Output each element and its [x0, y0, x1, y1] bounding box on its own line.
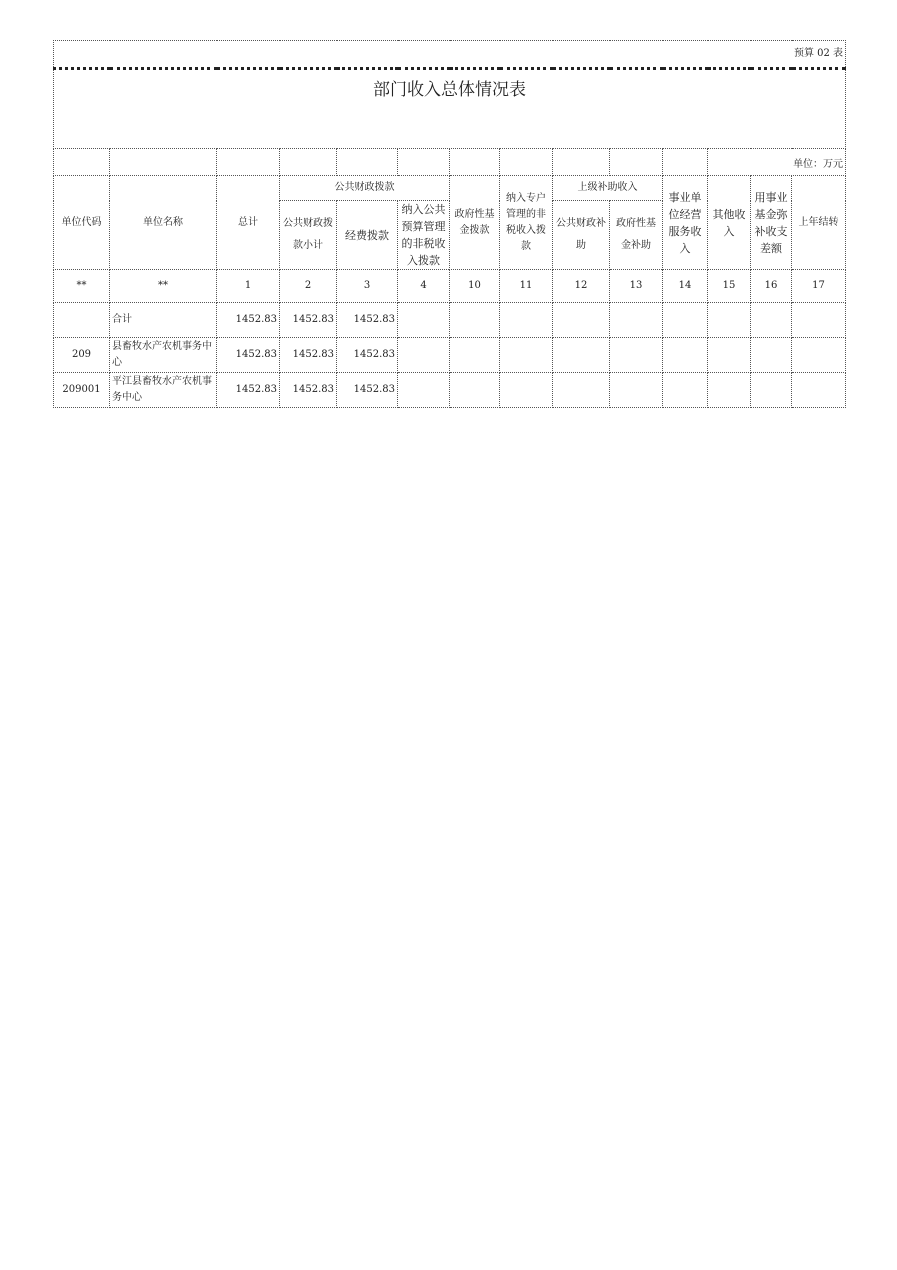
empty-cell [663, 149, 708, 176]
index-cell: 16 [751, 270, 792, 303]
empty-cell [553, 149, 610, 176]
header-business-income: 事业单位经营服务收入 [663, 176, 708, 270]
header-total: 总计 [217, 176, 280, 270]
index-cell: 14 [663, 270, 708, 303]
cell-empty [751, 338, 792, 373]
index-cell: ** [110, 270, 217, 303]
title-row [54, 69, 846, 149]
cell-pf-expense: 1452.83 [337, 303, 398, 338]
empty-cell [337, 149, 398, 176]
cell-total: 1452.83 [217, 303, 280, 338]
header-fund-offset: 用事业基金弥补收支差额 [751, 176, 792, 270]
empty-cell [610, 149, 663, 176]
cell-pf-expense: 1452.83 [337, 373, 398, 408]
cell-code: 209 [54, 338, 110, 373]
cell-code [54, 303, 110, 338]
index-cell: 15 [708, 270, 751, 303]
cell-pf-subtotal: 1452.83 [280, 338, 337, 373]
cell-empty [610, 338, 663, 373]
cell-pf-subtotal: 1452.83 [280, 303, 337, 338]
index-cell: 13 [610, 270, 663, 303]
header-carryover: 上年结转 [792, 176, 846, 270]
index-cell: 4 [398, 270, 450, 303]
table-number: 预算 02 表 [54, 41, 846, 69]
header-us-fund: 政府性基金补助 [610, 201, 663, 270]
header-gov-fund: 政府性基金拨款 [450, 176, 500, 270]
index-cell: 3 [337, 270, 398, 303]
cell-empty [500, 373, 553, 408]
cell-empty [450, 303, 500, 338]
cell-empty [398, 373, 450, 408]
cell-empty [708, 303, 751, 338]
cell-name: 平江县畜牧水产农机事务中心 [110, 373, 217, 408]
cell-empty [398, 303, 450, 338]
cell-empty [553, 338, 610, 373]
index-cell: 1 [217, 270, 280, 303]
cell-empty [610, 303, 663, 338]
cell-code: 209001 [54, 373, 110, 408]
page-title: 部门收入总体情况表 [54, 69, 846, 149]
header-us-public: 公共财政补助 [553, 201, 610, 270]
cell-name: 合计 [110, 303, 217, 338]
empty-cell [280, 149, 337, 176]
cell-total: 1452.83 [217, 373, 280, 408]
header-row-1 [54, 176, 846, 201]
cell-total: 1452.83 [217, 338, 280, 373]
header-special-nontax: 纳入专户管理的非税收入拨款 [500, 176, 553, 270]
index-cell: 17 [792, 270, 846, 303]
header-pf-subtotal: 公共财政拨款小计 [280, 201, 337, 270]
header-name: 单位名称 [110, 176, 217, 270]
cell-empty [663, 338, 708, 373]
cell-name: 县畜牧水产农机事务中心 [110, 338, 217, 373]
empty-cell [500, 149, 553, 176]
header-pf-expense: 经费拨款 [337, 201, 398, 270]
cell-empty [500, 338, 553, 373]
header-pf-nontax: 纳入公共预算管理的非税收入拨款 [398, 201, 450, 270]
header-other-income: 其他收入 [708, 176, 751, 270]
cell-empty [751, 373, 792, 408]
cell-empty [450, 373, 500, 408]
empty-cell [54, 149, 110, 176]
index-cell: 10 [450, 270, 500, 303]
cell-empty [553, 373, 610, 408]
cell-empty [450, 338, 500, 373]
cell-empty [792, 338, 846, 373]
cell-empty [792, 303, 846, 338]
table-row [54, 373, 846, 408]
index-cell: ** [54, 270, 110, 303]
cell-empty [708, 338, 751, 373]
header-code: 单位代码 [54, 176, 110, 270]
table-row [54, 303, 846, 338]
table-number-row [54, 41, 846, 69]
cell-empty [663, 373, 708, 408]
cell-empty [663, 303, 708, 338]
empty-cell [450, 149, 500, 176]
index-cell: 12 [553, 270, 610, 303]
cell-empty [500, 303, 553, 338]
cell-empty [610, 373, 663, 408]
income-summary-table [53, 40, 846, 408]
table-row [54, 338, 846, 373]
cell-empty [792, 373, 846, 408]
unit-row [54, 149, 846, 176]
cell-empty [751, 303, 792, 338]
empty-cell [110, 149, 217, 176]
header-public-finance: 公共财政拨款 [280, 176, 450, 201]
empty-cell [217, 149, 280, 176]
index-cell: 11 [500, 270, 553, 303]
cell-pf-expense: 1452.83 [337, 338, 398, 373]
header-upper-subsidy: 上级补助收入 [553, 176, 663, 201]
empty-cell [398, 149, 450, 176]
index-cell: 2 [280, 270, 337, 303]
cell-empty [553, 303, 610, 338]
cell-empty [708, 373, 751, 408]
index-row [54, 270, 846, 303]
cell-pf-subtotal: 1452.83 [280, 373, 337, 408]
cell-empty [398, 338, 450, 373]
unit-label: 单位：万元 [708, 149, 846, 176]
